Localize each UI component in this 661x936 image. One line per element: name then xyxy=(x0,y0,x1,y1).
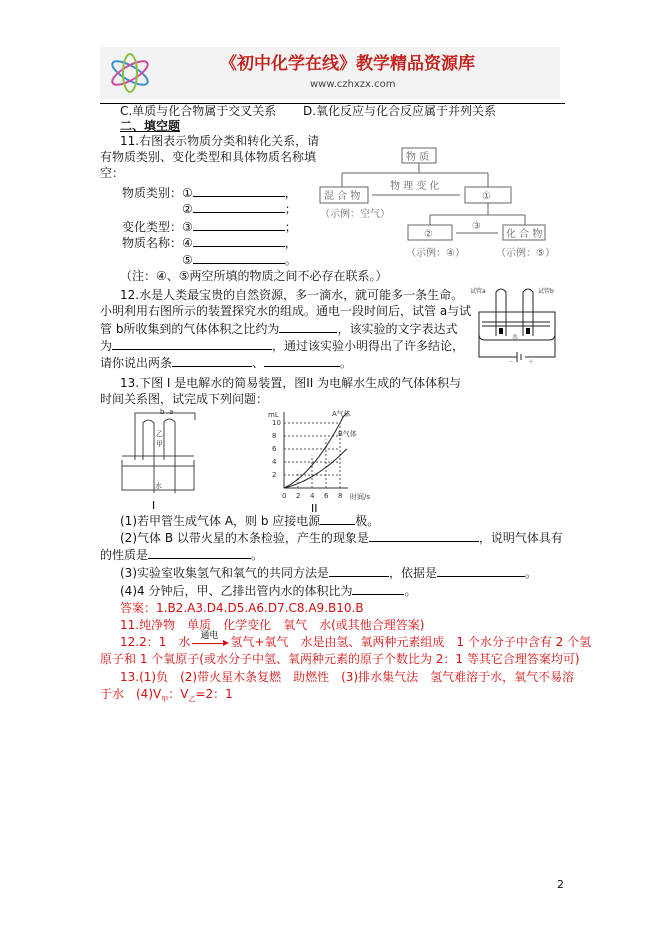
option-d: D.氧化反应与化合反应属于并列关系 xyxy=(303,104,497,118)
y-tick-label: 2 xyxy=(272,471,277,479)
marker: ⑤ xyxy=(182,253,193,267)
diagram-example-4: （示例：④） xyxy=(406,248,465,259)
x-tick-label: 2 xyxy=(296,492,301,500)
q12-text: ，通过该实验小明得出了许多结论， xyxy=(272,339,465,353)
answer-13: 13.(1)负 (2)带火星木条复燃 助燃性 (3)排水集气法 氢气难溶于水，氧气不易溶 xyxy=(120,670,575,684)
atom-logo-icon xyxy=(105,51,155,95)
x-axis-label: 时间/s xyxy=(350,493,371,501)
q12-text: 、 xyxy=(252,356,265,370)
answer-13: ：V xyxy=(168,687,189,701)
q12-text: ，该实验的文字表达式 xyxy=(337,322,458,336)
answer-blank-property[interactable] xyxy=(148,546,251,559)
q13-text: (2)气体 B 以带火星的木条检验，产生的现象是 xyxy=(120,531,369,545)
subscript: 乙 xyxy=(188,695,196,704)
answer-11: 11.纯净物 单质 化学变化 氧气 水(或其他合理答案) xyxy=(120,618,425,632)
marker: ④ xyxy=(182,236,193,250)
q13-text: 极。 xyxy=(355,514,380,528)
reaction-arrow-icon xyxy=(190,631,230,650)
diagram-box-3: ③ xyxy=(472,221,481,232)
q11-text: 空： xyxy=(100,166,125,180)
marker: ① xyxy=(182,186,193,200)
document-page: 《初中化学在线》教学精品资源库 www.czhxzx.com C.单质与化合物属于交叉关系 D.氧化反应与化合反应属于并列关系 二、填空题 11.右图表示物质分类和转化关系，请 有物质类别、变化类型和具体物质名称填 空： 物质类别：① ， ② ； 变化类型：③ ； 物质名称：④ ， ⑤ 。 （注：④、⑤两空所填的物质之间不必存在联系。） 物 质 混 合 物 物 理 变 化 ① （示例：空气） ② ③ 化 合 物 （示例：④） （示例：⑤） 12.水是人类最宝贵的自然资源，多一滴水，就可能多一条生命。 小明利用右图所示的装置探究水的组成。通电一段时间后，试管 a与试 管 b所收集到的气体体积之比约为 ，该实验的文字表达式 为 ，通过该实验小明得出了许多结论， 请你说出两条 、 。 试管a 试管b 水 － ＋ 13.下图 I 是电解水的简易装置，图II 为电解水生成的气体体积与 时间关系图，试完成下列问题： b a 乙 甲 水 I mL A气体 B气体 时间/s 2 4 6 8 10 0 2 4 6 8 II (1)若甲管生成气体 A，则 b 应接电源 极。 (2)气体 B 以带火星的木条检验，产生的现象是 ，说明气体具有 的性质是 。 (3)实验室收集氢气和氧气的共同方法是 ，依据是 。 (4)4 分钟后，甲、乙排出管内水的体积比为 。 答案：1.B2.A3.D4.D5.A6.D7.C8.A9.B10.B 11.纯净物 单质 化学变化 氧气 水(或其他合理答案) 12.2：1 水 通电 氢气+氧气 水是由氢、氧两种元素组成 1 个水分子中含有 2 个氢 原子和 1 个氧原子(或水分子中氢、氧两种元素的原子个数比为 2：1 等其它合理答案均可) 13.(1)负 (2)带火星木条复燃 助燃性 (3)排水集气法 氢气难溶于水，氧气不易溶 于水 $(4)V_甲$：$V_乙=2$：1 2 xyxy=(0,0,661,936)
diagram-box-1: ① xyxy=(482,191,491,202)
label: 变化类型： xyxy=(122,220,183,234)
answer-blank-conclusion-1[interactable] xyxy=(172,354,252,367)
q12-text: 12.水是人类最宝贵的自然资源，多一滴水，就可能多一条生命。 xyxy=(120,288,464,302)
q12-text: 为 xyxy=(100,339,113,353)
q13-text: (1)若甲管生成气体 A，则 b 应接电源 xyxy=(120,514,321,528)
y-tick-label: 6 xyxy=(272,445,277,453)
tube-jia-label: 甲 xyxy=(156,440,163,448)
answer-12: 氢气+氧气 水是由氢、氧两种元素组成 1 个水分子中含有 2 个氢 xyxy=(230,635,592,649)
answer-blank-5[interactable] xyxy=(193,251,285,264)
q11-text: 有物质类别、变化类型和具体物质名称填 xyxy=(100,150,317,164)
figure-i-label: I xyxy=(152,499,156,512)
option-c: C.单质与化合物属于交叉关系 xyxy=(120,104,277,118)
answer-13: =2：1 xyxy=(195,687,233,701)
water-label: 水 xyxy=(155,482,162,490)
figure-i-apparatus xyxy=(122,410,197,515)
answer-13: 于水 (4)V xyxy=(100,687,162,701)
y-tick-label: 4 xyxy=(272,458,277,466)
answer-blank-2[interactable] xyxy=(193,200,285,213)
q12-text: 请你说出两条 xyxy=(100,356,173,370)
gas-a-label: A气体 xyxy=(332,410,351,418)
electrode-a-label: a xyxy=(169,408,174,416)
diagram-physical-change: 物 理 变 化 xyxy=(390,181,440,192)
header-banner xyxy=(100,47,560,99)
answer-12: 12.2：1 水 xyxy=(120,635,191,649)
answer-blank-4[interactable] xyxy=(193,234,285,247)
marker: ③ xyxy=(182,220,193,234)
q13-text: 13.下图 I 是电解水的简易装置，图II 为电解水生成的气体体积与 xyxy=(120,376,462,390)
q11-note: （注：④、⑤两空所填的物质之间不必存在联系。） xyxy=(120,269,388,283)
answer-blank-ratio[interactable] xyxy=(279,320,337,333)
marker: ② xyxy=(182,202,193,216)
q13-text: 。 xyxy=(251,548,264,562)
answer-blank-reason[interactable] xyxy=(437,564,525,577)
answer-12: 原子和 1 个氧原子(或水分子中氢、氧两种元素的原子个数比为 2：1 等其它合理答案均可) xyxy=(100,652,580,666)
diagram-example-5: （示例：⑤） xyxy=(496,248,555,259)
subscript: 甲 xyxy=(161,695,169,704)
q13-text: 时间关系图，试完成下列问题： xyxy=(100,392,269,406)
electrolysis-apparatus-figure xyxy=(470,284,565,369)
diagram-example-air: （示例：空气） xyxy=(320,209,390,220)
answer-blank-method[interactable] xyxy=(329,564,389,577)
q13-text: (4)4 分钟后，甲、乙排出管内水的体积比为 xyxy=(120,584,353,598)
q12-text: 。 xyxy=(340,356,353,370)
answer-blank-expression[interactable] xyxy=(112,337,272,350)
page-number: 2 xyxy=(557,878,564,891)
q13-text: 。 xyxy=(525,566,538,580)
tube-b-label: 试管b xyxy=(538,288,554,295)
q13-text: (3)实验室收集氢气和氧气的共同方法是 xyxy=(120,566,329,580)
q13-text: 的性质是 xyxy=(100,548,149,562)
answer-blank-phenomenon[interactable] xyxy=(369,529,479,542)
header-url: www.czhxzx.com xyxy=(310,79,396,90)
gas-a-curve xyxy=(284,413,347,488)
tube-a-label: 试管a xyxy=(470,288,486,295)
diagram-box-2: ② xyxy=(424,229,433,240)
x-tick-label: 6 xyxy=(324,492,329,500)
figure-ii-label: II xyxy=(311,502,318,515)
y-tick-label: 8 xyxy=(272,432,277,440)
answer-blank-electrode[interactable] xyxy=(320,512,355,525)
label: 物质名称： xyxy=(122,236,183,250)
answer-blank-volume-ratio[interactable] xyxy=(352,582,404,595)
gas-b-label: B气体 xyxy=(338,430,357,438)
q13-text: 。 xyxy=(404,584,417,598)
x-tick-label: 4 xyxy=(310,492,315,500)
water-label: 水 xyxy=(512,334,519,341)
classification-diagram xyxy=(320,145,555,265)
diagram-mixture: 混 合 物 xyxy=(324,191,361,202)
reaction-condition: 通电 xyxy=(200,631,219,641)
figure-ii-gas-volume-chart xyxy=(266,408,384,516)
diagram-matter: 物 质 xyxy=(406,152,430,163)
answer-blank-3[interactable] xyxy=(193,218,285,231)
answer-blank-conclusion-2[interactable] xyxy=(264,354,340,367)
x-tick-label: 0 xyxy=(282,492,287,500)
y-tick-label: 10 xyxy=(272,419,281,427)
q12-text: 管 b所收集到的气体体积之比约为 xyxy=(100,322,280,336)
diagram-compound: 化 合 物 xyxy=(506,229,543,240)
label: 物质类别： xyxy=(122,186,183,200)
q13-text: ，依据是 xyxy=(389,566,438,580)
minus-label: － xyxy=(508,359,515,366)
answer-blank-1[interactable] xyxy=(193,184,285,197)
tube-yi-label: 乙 xyxy=(156,430,163,438)
section-heading: 二、填空题 xyxy=(120,119,181,133)
y-axis-label: mL xyxy=(268,411,279,419)
x-tick-label: 8 xyxy=(338,492,343,500)
q12-text: 小明利用右图所示的装置探究水的组成。通电一段时间后，试管 a与试 xyxy=(100,304,472,318)
header-title: 《初中化学在线》教学精品资源库 xyxy=(220,54,475,74)
electrode-b-label: b xyxy=(160,408,165,416)
plus-label: ＋ xyxy=(528,359,535,366)
q13-text: ，说明气体具有 xyxy=(478,531,563,545)
q11-text: 11.右图表示物质分类和转化关系，请 xyxy=(120,134,320,148)
answer-key: 答案：1.B2.A3.D4.D5.A6.D7.C8.A9.B10.B xyxy=(120,601,364,615)
